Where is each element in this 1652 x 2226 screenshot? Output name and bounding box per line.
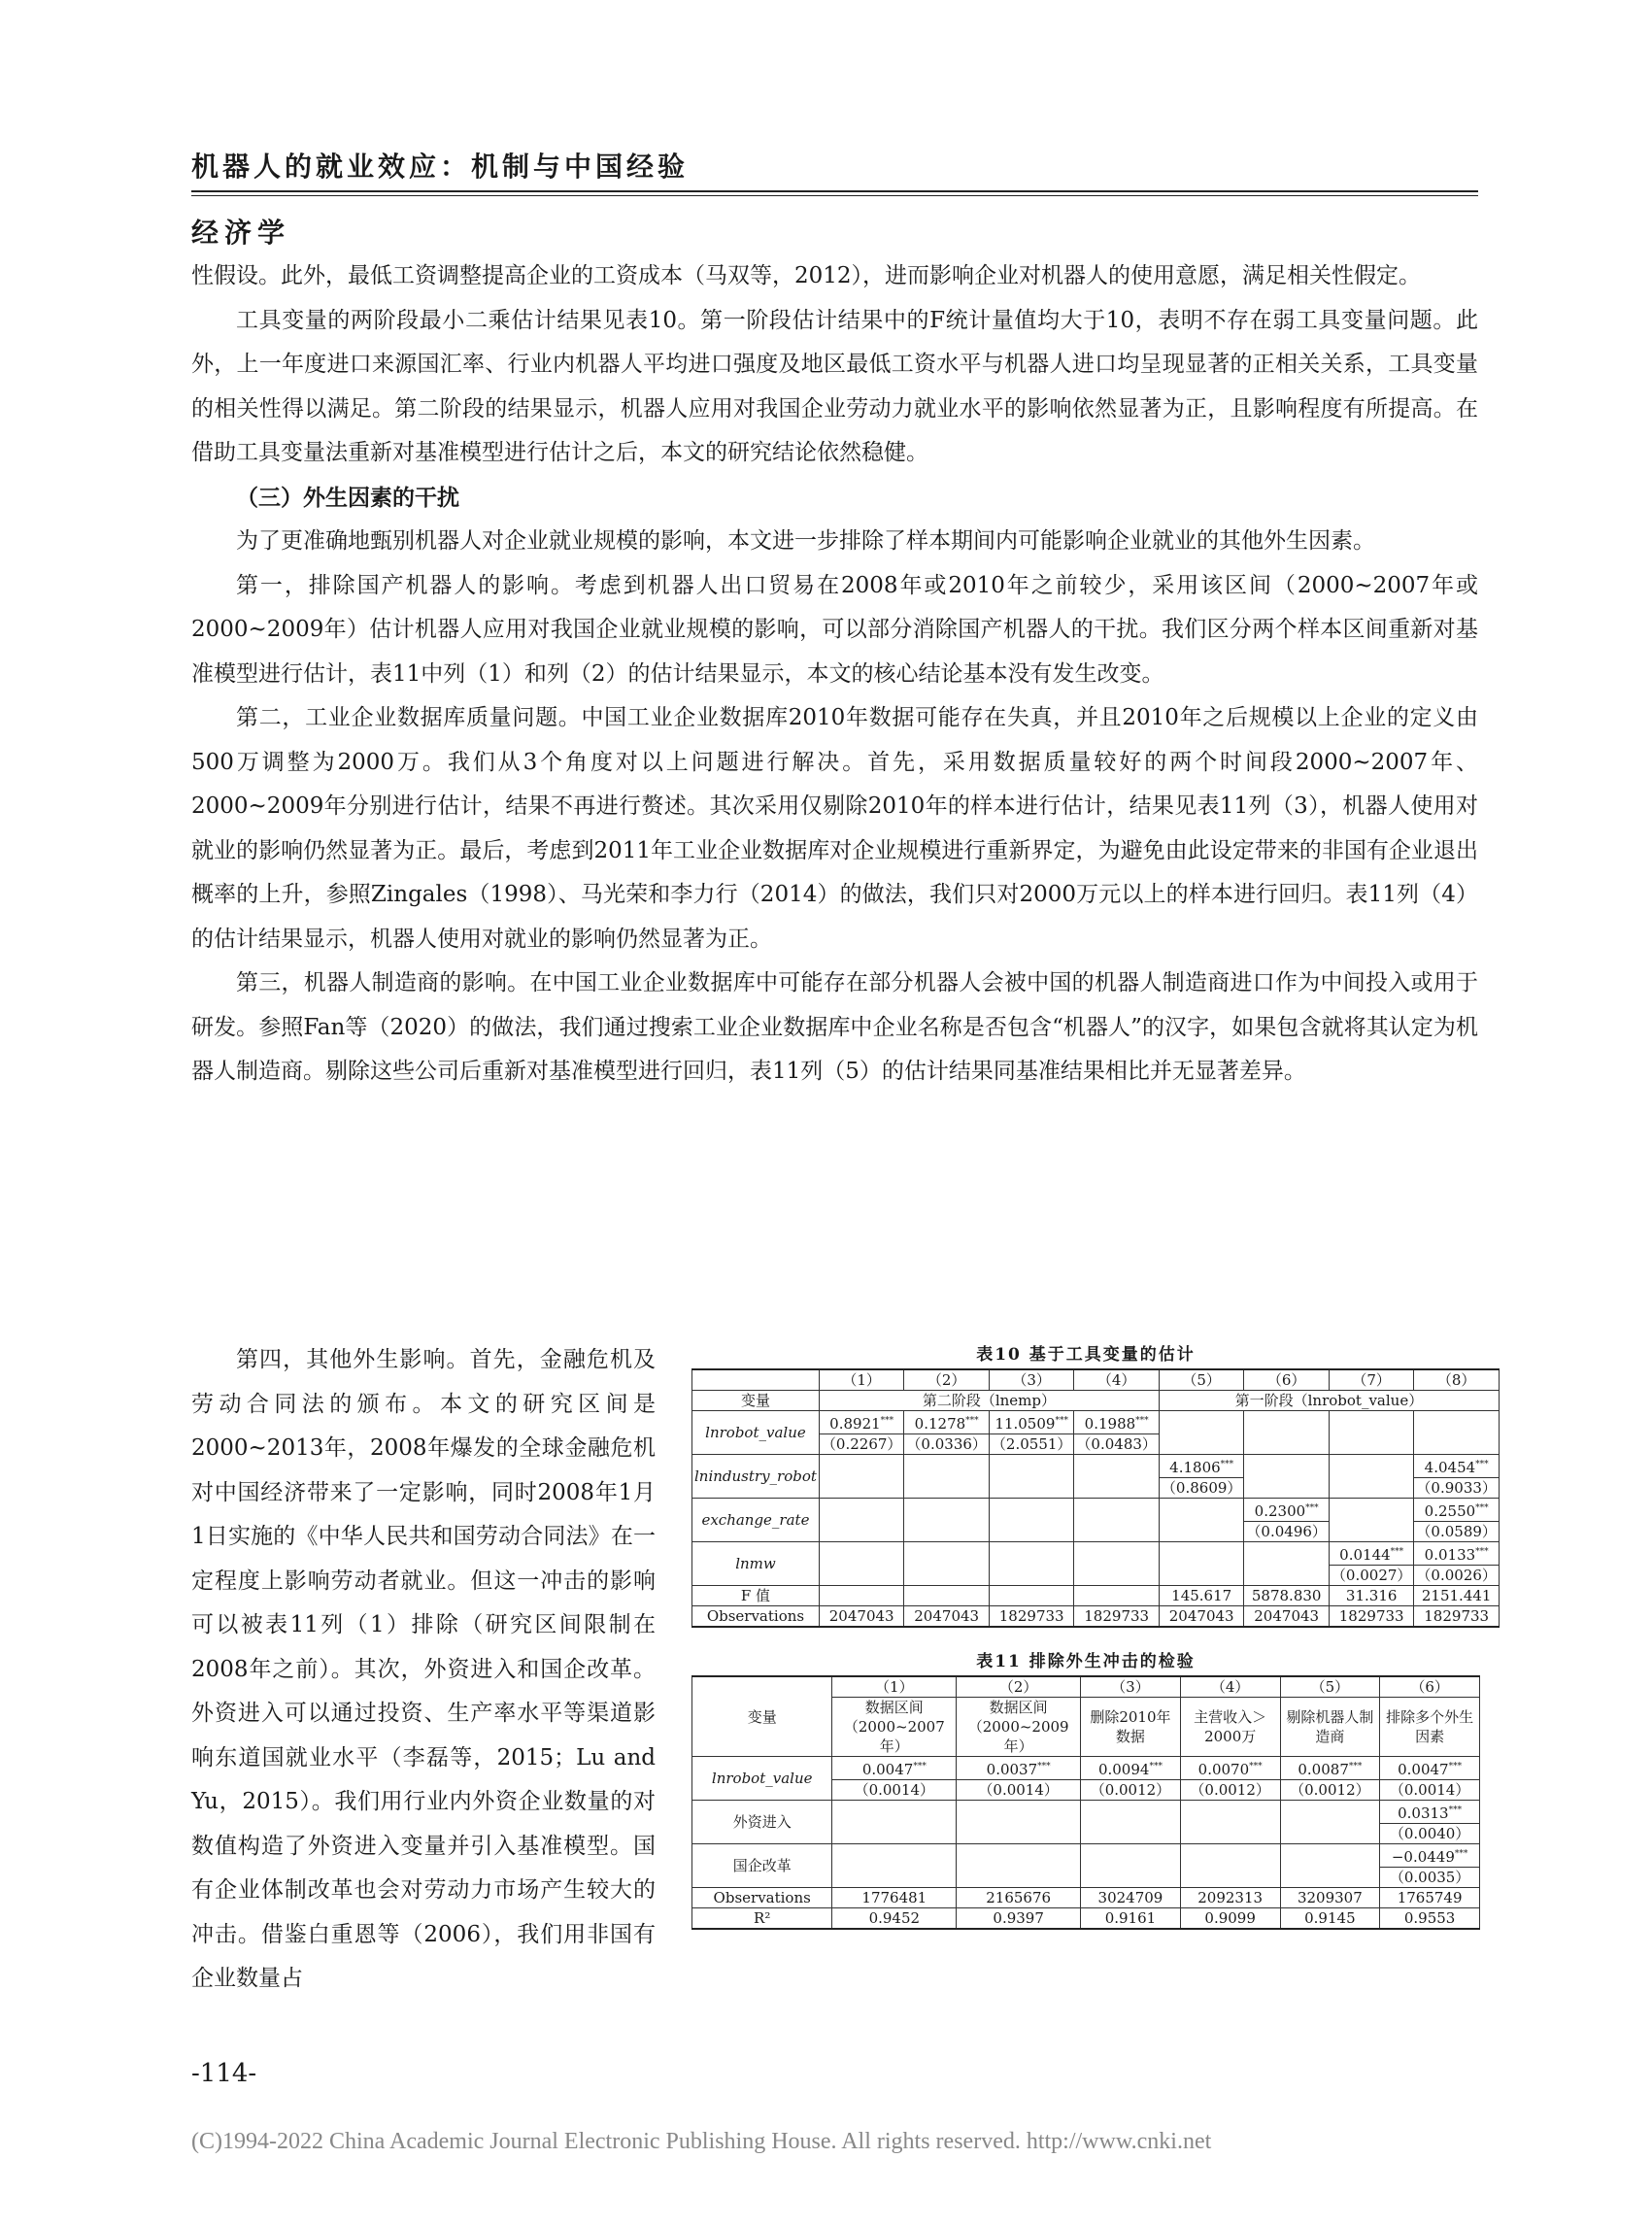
table-cell: （0.2267） bbox=[819, 1434, 904, 1455]
table-cell: （0.0014） bbox=[957, 1780, 1081, 1801]
table-cell: 0.0047*** bbox=[1380, 1757, 1480, 1780]
paragraph: 为了更准确地甄别机器人对企业就业规模的影响，本文进一步排除了样本期间内可能影响企业就业的其他外生因素。 bbox=[236, 528, 1375, 554]
table-cell: 5878.830 bbox=[1244, 1586, 1330, 1606]
table-cell: （0.0012） bbox=[1081, 1780, 1181, 1801]
col-header: 数据区间（2000~2007年） bbox=[832, 1698, 957, 1757]
table-cell: 0.0094*** bbox=[1081, 1757, 1181, 1780]
table-cell: 0.0144*** bbox=[1329, 1542, 1414, 1566]
table-cell: （0.8609） bbox=[1159, 1478, 1244, 1499]
table-cell: −0.0449*** bbox=[1380, 1844, 1480, 1868]
col-header: 主营收入＞2000万 bbox=[1180, 1698, 1280, 1757]
table-cell: 0.8921*** bbox=[819, 1411, 904, 1434]
table-cell: 0.2550*** bbox=[1414, 1499, 1500, 1522]
col-header: （4） bbox=[1180, 1676, 1280, 1698]
table-cell: 2047043 bbox=[904, 1606, 990, 1628]
paragraph: 第二，工业企业数据库质量问题。中国工业企业数据库2010年数据可能存在失真，并且2010年之后规模以上企业的定义由500万调整为2000万。我们从3个角度对以上问题进行解决。首先，采用数据质量较好的两个时间段2000~2007年、2000~2009年分别进行估计，结果不再进行赘述。其次采用仅剔除2010年的样本进行估计，结果见表11列（3），机器人使用对就业的影响仍然显著为正。最后，考虑到2011年工业企业数据库对企业规模进行重新界定，为避免由此设定带来的非国有企业退出概率的上升，参照Zingales（1998）、马光荣和李力行（2014）的做法，我们只对2000万元以上的样本进行回归。表11列（4）的估计结果显示，机器人使用对就业的影响仍然显著为正。 bbox=[191, 705, 1478, 952]
table-cell: （0.0026） bbox=[1414, 1566, 1500, 1586]
col-header: （5） bbox=[1159, 1369, 1244, 1391]
table-cell: （0.0012） bbox=[1280, 1780, 1380, 1801]
col-header: （1） bbox=[819, 1369, 904, 1391]
table11 bbox=[691, 1675, 1480, 1930]
table-cell: 2151.441 bbox=[1414, 1586, 1500, 1606]
col-header: （6） bbox=[1244, 1369, 1330, 1391]
header-rule bbox=[191, 190, 1478, 192]
row-label: exchange_rate bbox=[692, 1499, 820, 1542]
row-label: lnmw bbox=[692, 1542, 820, 1586]
table-cell: （0.9033） bbox=[1414, 1478, 1500, 1499]
left-column-text bbox=[191, 1338, 656, 2002]
col-header: 数据区间（2000~2009年） bbox=[957, 1698, 1081, 1757]
table10 bbox=[691, 1368, 1500, 1628]
col-header: （7） bbox=[1329, 1369, 1414, 1391]
table-cell: 0.9452 bbox=[832, 1908, 957, 1930]
table-cell: 1776481 bbox=[832, 1888, 957, 1908]
table-cell: （0.0040） bbox=[1380, 1824, 1480, 1844]
table-cell: 1829733 bbox=[1414, 1606, 1500, 1628]
table-cell: 1829733 bbox=[989, 1606, 1074, 1628]
table11-caption: 表11 排除外生冲击的检验 bbox=[976, 1652, 1196, 1671]
row-label: 外资进入 bbox=[692, 1801, 832, 1844]
table-cell: （0.0012） bbox=[1180, 1780, 1280, 1801]
table-cell: 2047043 bbox=[1159, 1606, 1244, 1628]
stage-header: 第二阶段（lnemp） bbox=[819, 1391, 1159, 1411]
col-header: 删除2010年数据 bbox=[1081, 1698, 1181, 1757]
table-cell: 1765749 bbox=[1380, 1888, 1480, 1908]
table-cell: 2092313 bbox=[1180, 1888, 1280, 1908]
row-label: Observations bbox=[692, 1888, 832, 1908]
header-rule-thin bbox=[191, 195, 1478, 196]
section-heading: （三）外生因素的干扰 bbox=[236, 484, 459, 511]
col-header: 排除多个外生因素 bbox=[1380, 1698, 1480, 1757]
row-label: lnrobot_value bbox=[692, 1757, 832, 1801]
col-header: （1） bbox=[832, 1676, 957, 1698]
paragraph: 第一，排除国产机器人的影响。考虑到机器人出口贸易在2008年或2010年之前较少，采用该区间（2000~2007年或2000~2009年）估计机器人应用对我国企业就业规模的影响，可以部分消除国产机器人的干扰。我们区分两个样本区间重新对基准模型进行估计，表11中列（1）和列（2）的估计结果显示，本文的核心结论基本没有发生改变。 bbox=[191, 572, 1478, 687]
paragraph: 工具变量的两阶段最小二乘估计结果见表10。第一阶段估计结果中的F统计量值均大于10，表明不存在弱工具变量问题。此外，上一年度进口来源国汇率、行业内机器人平均进口强度及地区最低工资水平与机器人进口均呈现显著的正相关关系，工具变量的相关性得以满足。第二阶段的结果显示，机器人应用对我国企业劳动力就业水平的影响依然显著为正，且影响程度有所提高。在借助工具变量法重新对基准模型进行估计之后，本文的研究结论依然稳健。 bbox=[191, 307, 1478, 465]
row-label: 变量 bbox=[692, 1676, 832, 1757]
table-cell: 1829733 bbox=[1329, 1606, 1414, 1628]
table-cell: （0.0014） bbox=[1380, 1780, 1480, 1801]
table-cell: （0.0014） bbox=[832, 1780, 957, 1801]
col-header: （3） bbox=[989, 1369, 1074, 1391]
table-cell: 0.9145 bbox=[1280, 1908, 1380, 1930]
table-cell: （0.0027） bbox=[1329, 1566, 1414, 1586]
row-label: 变量 bbox=[692, 1391, 820, 1411]
table-cell: 0.9161 bbox=[1081, 1908, 1181, 1930]
table-cell: 3209307 bbox=[1280, 1888, 1380, 1908]
table-cell: 0.9099 bbox=[1180, 1908, 1280, 1930]
table-cell: （0.0035） bbox=[1380, 1868, 1480, 1888]
table-cell: 3024709 bbox=[1081, 1888, 1181, 1908]
col-header: （4） bbox=[1074, 1369, 1160, 1391]
row-label: R² bbox=[692, 1908, 832, 1930]
table-cell: 2047043 bbox=[819, 1606, 904, 1628]
row-label: 国企改革 bbox=[692, 1844, 832, 1888]
table-cell: 0.1278*** bbox=[904, 1411, 990, 1434]
table10-caption: 表10 基于工具变量的估计 bbox=[976, 1345, 1196, 1365]
table-cell: 145.617 bbox=[1159, 1586, 1244, 1606]
table-cell: 1829733 bbox=[1074, 1606, 1160, 1628]
table-cell: 0.0070*** bbox=[1180, 1757, 1280, 1780]
paragraph: 第三，机器人制造商的影响。在中国工业企业数据库中可能存在部分机器人会被中国的机器人制造商进口作为中间投入或用于研发。参照Fan等（2020）的做法，我们通过搜索工业企业数据库中企业名称是否包含“机器人”的汉字，如果包含就将其认定为机器人制造商。剔除这些公司后重新对基准模型进行回归，表11列（5）的估计结果同基准结果相比并无显著差异。 bbox=[191, 970, 1478, 1084]
table-cell: 0.0133*** bbox=[1414, 1542, 1500, 1566]
table-cell: （0.0336） bbox=[904, 1434, 990, 1455]
table-cell: 2165676 bbox=[957, 1888, 1081, 1908]
table-cell: 0.0037*** bbox=[957, 1757, 1081, 1780]
col-header: （6） bbox=[1380, 1676, 1480, 1698]
col-header: （3） bbox=[1081, 1676, 1181, 1698]
col-header: （2） bbox=[957, 1676, 1081, 1698]
row-label: F 值 bbox=[692, 1586, 820, 1606]
row-label: lnindustry_robot bbox=[692, 1455, 820, 1499]
row-label: lnrobot_value bbox=[692, 1411, 820, 1455]
table-cell: 4.0454*** bbox=[1414, 1455, 1500, 1478]
tables-area bbox=[691, 1340, 1497, 1930]
table-cell: 0.9553 bbox=[1380, 1908, 1480, 1930]
table-cell: 31.316 bbox=[1329, 1586, 1414, 1606]
paragraph: 第四，其他外生影响。首先，金融危机及劳动合同法的颁布。本文的研究区间是2000~2013年，2008年爆发的全球金融危机对中国经济带来了一定影响，同时2008年1月1日实施的《中华人民共和国劳动合同法》在一定程度上影响劳动者就业。但这一冲击的影响可以被表11列（1）排除（研究区间限制在2008年之前）。其次，外资进入和国企改革。外资进入可以通过投资、生产率水平等渠道影响东道国就业水平（李磊等，2015；Lu and Yu，2015）。我们用行业内外资企业数量的对数值构造了外资进入变量并引入基准模型。国有企业体制改革也会对劳动力市场产生较大的冲击。借鉴白重恩等（2006），我们用非国有企业数量占 bbox=[191, 1347, 656, 1991]
table-cell: （0.0589） bbox=[1414, 1522, 1500, 1542]
stage-header: 第一阶段（lnrobot_value） bbox=[1159, 1391, 1499, 1411]
col-header: （2） bbox=[904, 1369, 990, 1391]
table-cell: 0.2300*** bbox=[1244, 1499, 1330, 1522]
table-cell: 0.1988*** bbox=[1074, 1411, 1160, 1434]
section-name: 经济学 bbox=[191, 217, 291, 249]
col-header: 剔除机器人制造商 bbox=[1280, 1698, 1380, 1757]
table-cell: 0.9397 bbox=[957, 1908, 1081, 1930]
row-label: Observations bbox=[692, 1606, 820, 1628]
body-text bbox=[191, 254, 1478, 1095]
table-cell: （0.0483） bbox=[1074, 1434, 1160, 1455]
col-header: （5） bbox=[1280, 1676, 1380, 1698]
table-cell: 4.1806*** bbox=[1159, 1455, 1244, 1478]
table-cell: （2.0551） bbox=[989, 1434, 1074, 1455]
table-cell: 11.0509*** bbox=[989, 1411, 1074, 1434]
table-cell: 0.0087*** bbox=[1280, 1757, 1380, 1780]
paragraph: 性假设。此外，最低工资调整提高企业的工资成本（马双等，2012），进而影响企业对机器人的使用意愿，满足相关性假定。 bbox=[191, 263, 1422, 288]
table-cell bbox=[692, 1369, 820, 1391]
footer-copyright: (C)1994-2022 China Academic Journal Electronic Publishing House. All rights reserved. http://www.cnki.net bbox=[191, 2129, 1212, 2154]
table-cell: 0.0047*** bbox=[832, 1757, 957, 1780]
page-number: -114- bbox=[191, 2059, 257, 2088]
table-cell: 0.0313*** bbox=[1380, 1801, 1480, 1824]
col-header: （8） bbox=[1414, 1369, 1500, 1391]
running-title: 机器人的就业效应：机制与中国经验 bbox=[191, 151, 690, 183]
table-cell: （0.0496） bbox=[1244, 1522, 1330, 1542]
table-cell: 2047043 bbox=[1244, 1606, 1330, 1628]
